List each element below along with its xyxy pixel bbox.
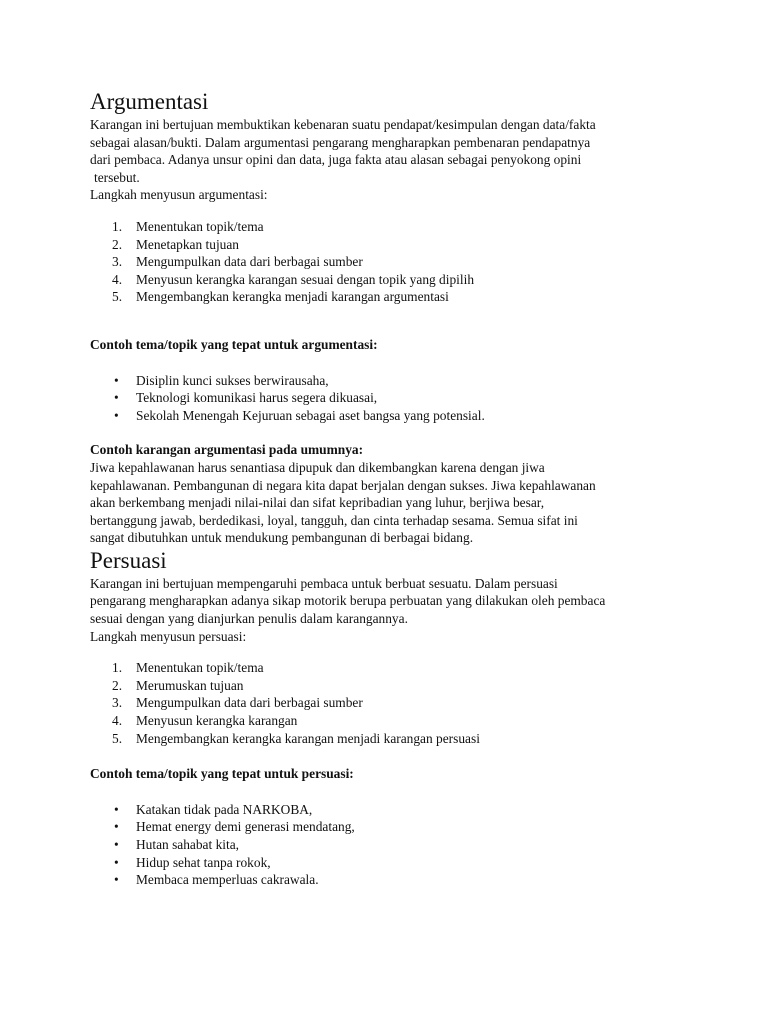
persuasi-intro-line: Karangan ini bertujuan mempengaruhi pembaca untuk berbuat sesuatu. Dalam persuasi <box>90 575 558 591</box>
bullet-icon: • <box>114 801 119 817</box>
list-item: • Hutan sahabat kita, <box>114 837 239 852</box>
list-item: • Hidup sehat tanpa rokok, <box>114 854 271 870</box>
list-item: 3. Mengumpulkan data dari berbagai sumber <box>112 695 363 711</box>
argumentasi-intro-line: tersebut. <box>94 169 140 185</box>
persuasi-steps-heading: Langkah menyusun persuasi: <box>90 628 247 644</box>
persuasi-topics-heading: Contoh tema/topik yang tepat untuk persuasi: <box>90 766 354 782</box>
persuasi-intro-line: pengarang mengharapkan adanya sikap motorik berupa perbuatan yang dilakukan oleh pembaca <box>90 593 606 609</box>
persuasi-intro <box>90 575 690 645</box>
bullet-icon: • <box>114 872 119 888</box>
list-item: 2. Merumuskan tujuan <box>112 677 244 693</box>
argumentasi-example-heading: Contoh karangan argumentasi pada umumnya: <box>90 442 364 458</box>
document-page <box>90 88 690 889</box>
argumentasi-example-line: kepahlawanan. Pembangunan di negara kita dapat berjalan dengan sukses. Jiwa kepahlawanan <box>90 477 596 493</box>
argumentasi-example-line: Jiwa kepahlawanan harus senantiasa dipupuk dan dikembangkan karena dengan jiwa <box>90 459 545 475</box>
argumentasi-topics-list <box>90 372 690 425</box>
list-item: • Katakan tidak pada NARKOBA, <box>114 801 313 817</box>
list-item: 5. Mengembangkan kerangka karangan menjadi karangan persuasi <box>112 730 480 746</box>
argumentasi-example-line: sangat dibutuhkan untuk mendukung pembangunan di berbagai bidang. <box>90 530 474 546</box>
bullet-icon: • <box>114 390 119 406</box>
argumentasi-example <box>90 459 690 547</box>
section-title-persuasi: Persuasi <box>90 547 167 573</box>
list-item: • Disiplin kunci sukses berwirausaha, <box>114 372 329 388</box>
bullet-icon: • <box>114 854 119 870</box>
list-item: • Hemat energy demi generasi mendatang, <box>114 819 355 835</box>
argumentasi-example-line: bertanggung jawab, berdedikasi, loyal, tangguh, dan cinta terhadap sesama. Semua sifat ini <box>90 512 578 528</box>
list-item: 1. Menentukan topik/tema <box>112 660 264 676</box>
bullet-icon: • <box>114 837 119 852</box>
persuasi-topics-list <box>90 801 690 889</box>
list-item: 1. Menentukan topik/tema <box>112 218 264 234</box>
persuasi-intro-line: sesuai dengan yang dianjurkan penulis dalam karangannya. <box>90 611 408 627</box>
argumentasi-intro-line: sebagai alasan/bukti. Dalam argumentasi pengarang mengharapkan pembenaran pendapatnya <box>90 134 591 150</box>
list-item: • Sekolah Menengah Kejuruan sebagai aset bangsa yang potensial. <box>114 407 485 423</box>
argumentasi-intro-line: Karangan ini bertujuan membuktikan kebenaran suatu pendapat/kesimpulan dengan data/fakta <box>90 117 596 132</box>
list-item: 4. Menyusun kerangka karangan sesuai dengan topik yang dipilih <box>112 271 475 287</box>
argumentasi-intro <box>90 116 690 204</box>
bullet-icon: • <box>114 407 119 423</box>
list-item: 5. Mengembangkan kerangka menjadi karangan argumentasi <box>112 289 449 305</box>
list-item: • Membaca memperluas cakrawala. <box>114 872 319 888</box>
bullet-icon: • <box>114 372 119 388</box>
argumentasi-example-line: akan berkembang menjadi nilai-nilai dan sifat kepribadian yang luhur, berjiwa besar, <box>90 495 545 511</box>
argumentasi-intro-line: dari pembaca. Adanya unsur opini dan data, juga fakta atau alasan sebagai penyokong opini <box>90 152 582 168</box>
list-item: • Teknologi komunikasi harus segera dikuasai, <box>114 390 378 406</box>
section-title-argumentasi: Argumentasi <box>90 89 209 114</box>
bullet-icon: • <box>114 819 119 835</box>
argumentasi-steps-list <box>90 218 690 306</box>
persuasi-steps-list <box>90 659 690 747</box>
argumentasi-topics-heading: Contoh tema/topik yang tepat untuk argumentasi: <box>90 336 378 352</box>
list-item: 4. Menyusun kerangka karangan <box>112 713 298 729</box>
list-item: 3. Mengumpulkan data dari berbagai sumber <box>112 254 363 270</box>
argumentasi-steps-heading: Langkah menyusun argumentasi: <box>90 187 268 203</box>
list-item: 2. Menetapkan tujuan <box>112 236 239 252</box>
